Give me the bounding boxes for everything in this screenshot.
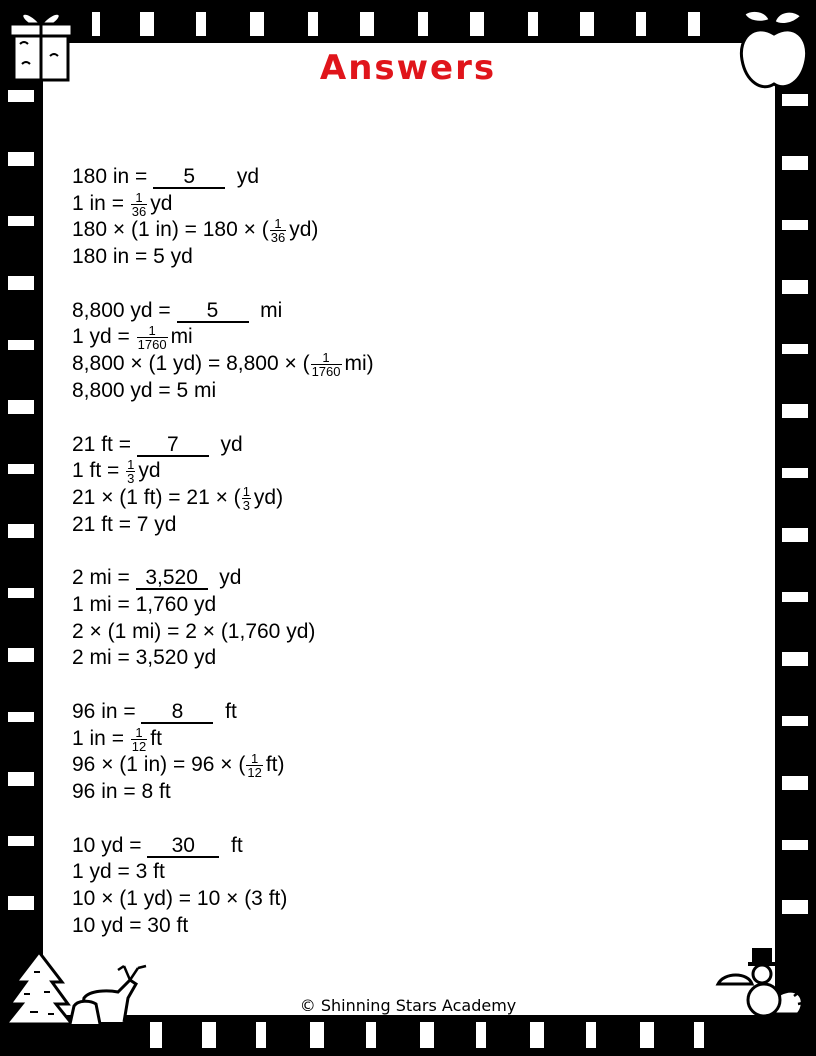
problem-block (72, 432, 732, 539)
multiplication-line: 10 × (1 yd) = 10 × (3 ft) (72, 887, 288, 911)
fraction: $\frac{1}{36}$ (131, 189, 147, 219)
result-line: 10 yd = 30 ft (72, 913, 189, 937)
question-line: 10 yd = 30 ft (72, 833, 243, 857)
answer-blank: 7 (137, 435, 209, 457)
fraction: $\frac{1}{12}$ (131, 724, 147, 754)
copyright-footer: © Shinning Stars Academy (299, 996, 517, 1015)
fraction: $\frac{1}{1760}$ (137, 323, 167, 353)
multiplication-line: 8,800 × (1 yd) = 8,800 × ( $\frac{1}{1760}$ mi) (72, 350, 374, 380)
problem-block (72, 833, 732, 940)
question-line: 96 in = 8 ft (72, 700, 237, 723)
conversion-line: 1 ft = $\frac{1}{3}$ yd (72, 457, 161, 487)
answer-blank: 5 (153, 167, 225, 189)
border-left (0, 40, 40, 1018)
multiplication-line: 96 × (1 in) = 96 × ( $\frac{1}{12}$ ft) (72, 751, 285, 781)
result-line: 180 in = 5 yd (72, 245, 193, 269)
result-line: 8,800 yd = 5 mi (72, 378, 217, 402)
conversion-line: 1 yd = $\frac{1}{1760}$ mi (72, 323, 193, 353)
answer-blank: 3,520 (136, 568, 208, 590)
conversion-line: 1 in = $\frac{1}{12}$ ft (72, 724, 162, 754)
result-line: 21 ft = 7 yd (72, 512, 177, 536)
fraction: $\frac{1}{3}$ (242, 483, 250, 513)
answer-blank: 8 (141, 702, 213, 724)
problem-block (72, 298, 732, 405)
multiplication-line: 2 × (1 mi) = 2 × (1,760 yd) (72, 619, 316, 643)
question-line: 21 ft = 7 yd (72, 432, 243, 456)
answer-blank: 30 (147, 836, 219, 858)
result-line: 96 in = 8 ft (72, 780, 171, 804)
fraction: $\frac{1}{36}$ (270, 216, 286, 246)
problem-block (72, 565, 732, 672)
question-line: 2 mi = 3,520 yd (72, 566, 242, 590)
result-line: 2 mi = 3,520 yd (72, 646, 217, 670)
question-line: 180 in = 5 yd (72, 165, 260, 188)
problem-block (72, 164, 732, 271)
conversion-line: 1 yd = 3 ft (72, 860, 165, 884)
fraction: $\frac{1}{1760}$ (311, 350, 341, 380)
border-right (778, 40, 816, 1018)
conversion-line: 1 mi = 1,760 yd (72, 592, 217, 616)
answers-list (72, 164, 732, 967)
border-top (0, 0, 816, 40)
problem-block (72, 699, 732, 806)
fraction: $\frac{1}{3}$ (127, 457, 135, 487)
conversion-line: 1 in = $\frac{1}{36}$ yd (72, 189, 173, 219)
question-line: 8,800 yd = 5 mi (72, 298, 283, 322)
answer-blank: 5 (177, 301, 249, 323)
page-title: Answers (319, 48, 497, 88)
multiplication-line: 21 × (1 ft) = 21 × ( $\frac{1}{3}$ yd) (72, 483, 284, 513)
fraction: $\frac{1}{12}$ (247, 751, 262, 781)
multiplication-line: 180 × (1 in) = 180 × ( $\frac{1}{36}$ yd) (72, 216, 319, 246)
